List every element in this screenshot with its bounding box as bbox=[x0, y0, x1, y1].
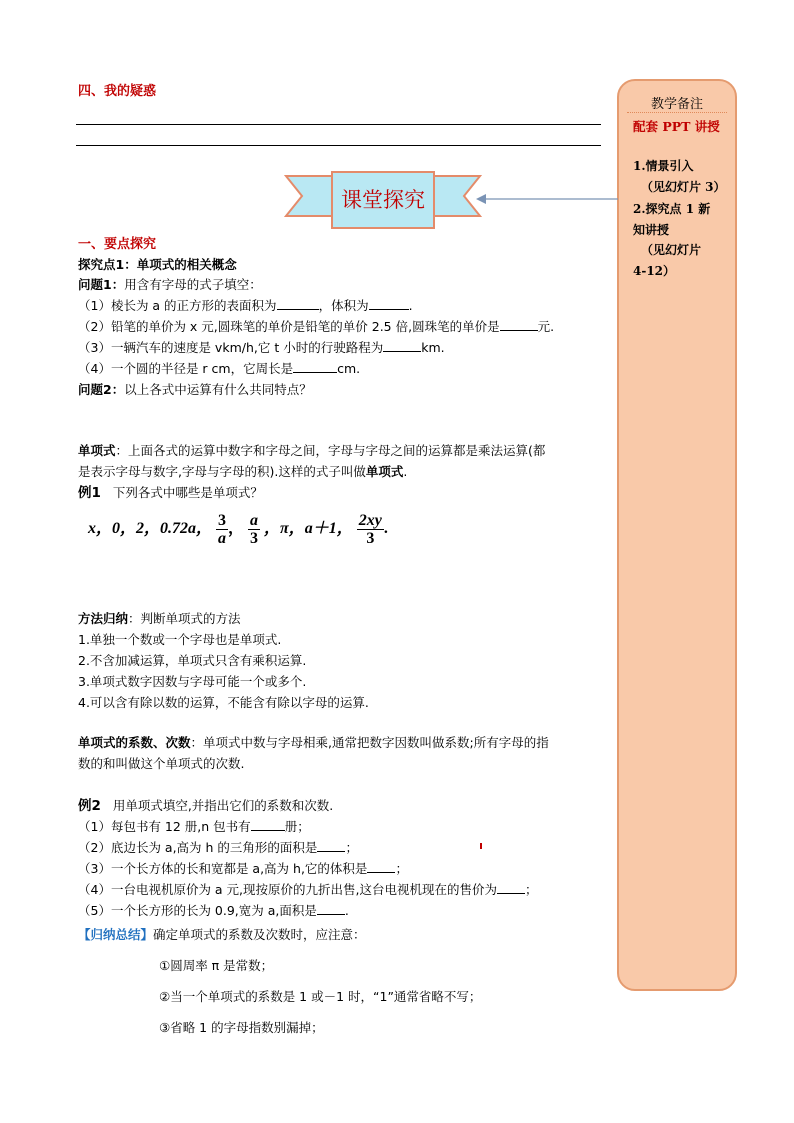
side-note-line: 2.探究点 1 新 bbox=[633, 202, 711, 216]
definition-text: 是表示字母与数字,字母与字母的积).这样的式子叫做 bbox=[78, 464, 366, 479]
ex2-item-5 bbox=[78, 902, 349, 919]
point1-title: 探究点1：单项式的相关概念 bbox=[78, 257, 237, 272]
example1 bbox=[78, 484, 263, 502]
coefficient-line-1 bbox=[78, 734, 549, 751]
q1-item-1 bbox=[78, 297, 413, 314]
example1-expressions: x，0，2，0.72a， $\frac{3}{a}$ ， $\frac{a}{3}$ ，π，a＋1， $\frac{2xy}{3}$ . bbox=[88, 512, 388, 547]
q1-item-text: . bbox=[408, 298, 413, 313]
definition-text: . bbox=[403, 464, 408, 479]
coefficient-label: 单项式的系数、次数 bbox=[78, 735, 191, 750]
red-mark bbox=[480, 843, 482, 849]
q1-item-4 bbox=[78, 360, 360, 377]
ex2-item-text: （1）每包书有 12 册,n 包书有 bbox=[78, 819, 251, 834]
q1-item-text: （3）一辆汽车的速度是 vkm/h,它 t 小时的行驶路程为 bbox=[78, 340, 384, 355]
example1-text: 下列各式中哪些是单项式？ bbox=[112, 485, 263, 500]
teaching-notes-panel bbox=[617, 79, 737, 991]
ex2-item-text: . bbox=[344, 903, 349, 918]
ex2-item-4 bbox=[78, 881, 538, 898]
q1-item-text: km. bbox=[421, 340, 445, 355]
method-text: ：判断单项式的方法 bbox=[128, 611, 241, 626]
answer-blank[interactable] bbox=[251, 818, 285, 831]
side-note-subtitle: 配套 PPT 讲授 bbox=[633, 119, 720, 134]
math-expr: ，π，a＋1， bbox=[264, 520, 353, 538]
ex2-item-text: 册； bbox=[284, 819, 310, 834]
method-item: 3.单项式数字因数与字母可能一个或多个. bbox=[78, 674, 307, 689]
method-item: 4.可以含有除以数的运算，不能含有除以字母的运算. bbox=[78, 695, 369, 710]
example1-label: 例1 bbox=[78, 485, 101, 501]
side-note-line: 1.情景引入 bbox=[633, 159, 694, 173]
ex2-item-text: （5）一个长方形的长为 0.9,宽为 a,面积是 bbox=[78, 903, 317, 918]
fraction-denominator: 3 bbox=[250, 530, 259, 547]
q1-item-text: ，体积为 bbox=[318, 298, 369, 313]
ex2-item-3 bbox=[78, 860, 408, 877]
definition-term: 单项式 bbox=[365, 464, 404, 479]
q1-item-text: （4）一个圆的半径是 r cm，它周长是 bbox=[78, 361, 294, 376]
q1-item-text: （2）铅笔的单价为 x 元,圆珠笔的单价是铅笔的单价 2.5 倍,圆珠笔的单价是 bbox=[78, 319, 500, 334]
note-item: ②当一个单项式的系数是 1 或－1 时，“1”通常省略不写； bbox=[159, 989, 482, 1004]
q1-item-2 bbox=[78, 318, 554, 335]
answer-line-1 bbox=[76, 124, 601, 125]
q1-item-text: 元. bbox=[537, 319, 555, 334]
summary-label: 【归纳总结】 bbox=[78, 927, 154, 942]
section4-title: 四、我的疑惑 bbox=[78, 84, 157, 99]
fraction-denominator: 3 bbox=[366, 530, 375, 547]
example2-label: 例2 bbox=[78, 798, 101, 814]
fraction-denominator: a bbox=[218, 530, 227, 547]
answer-blank[interactable] bbox=[293, 360, 337, 373]
question2-text: 以上各式中运算有什么共同特点？ bbox=[124, 382, 312, 397]
section1-title: 一、要点探究 bbox=[78, 237, 157, 252]
summary bbox=[78, 926, 366, 943]
coefficient-line-2: 数的和叫做这个单项式的次数. bbox=[78, 756, 245, 771]
method-item: 2.不含加减运算，单项式只含有乘积运算. bbox=[78, 653, 307, 668]
classroom-banner bbox=[284, 170, 482, 232]
side-note-line: 知讲授 bbox=[633, 223, 670, 237]
fraction-numerator: a bbox=[250, 512, 259, 529]
example2-text: 用单项式填空,并指出它们的系数和次数. bbox=[112, 798, 334, 813]
method-item: 1.单独一个数或一个字母也是单项式. bbox=[78, 632, 282, 647]
ex2-item-text: ； bbox=[395, 861, 408, 876]
example2 bbox=[78, 797, 333, 815]
q1-item-text: （1）棱长为 a 的正方形的表面积为 bbox=[78, 298, 277, 313]
summary-text: 确定单项式的系数及次数时，应注意： bbox=[153, 927, 366, 942]
answer-blank[interactable] bbox=[369, 297, 409, 310]
pointer-arrow-icon bbox=[476, 190, 622, 210]
side-note-title: 教学备注 bbox=[650, 97, 703, 112]
question2 bbox=[78, 381, 312, 398]
question1 bbox=[78, 276, 262, 293]
answer-blank[interactable] bbox=[367, 860, 395, 873]
q1-item-3 bbox=[78, 339, 445, 356]
definition-text: ：上面各式的运算中数字和字母之间，字母与字母之间的运算都是乘法运算(都 bbox=[115, 443, 546, 458]
side-note-line: （见幻灯片 bbox=[641, 243, 702, 257]
side-note-divider bbox=[627, 112, 727, 113]
answer-blank[interactable] bbox=[500, 318, 538, 331]
definition-line-1 bbox=[78, 442, 545, 459]
banner-title: 课堂探究 bbox=[341, 188, 425, 212]
answer-blank[interactable] bbox=[277, 297, 319, 310]
fraction-numerator: 2xy bbox=[358, 512, 382, 529]
question1-label: 问题1： bbox=[78, 277, 125, 292]
ex2-item-text: （3）一个长方体的长和宽都是 a,高为 h,它的体积是 bbox=[78, 861, 368, 876]
fraction bbox=[248, 512, 260, 547]
ex2-item-1 bbox=[78, 818, 310, 835]
definition-line-2 bbox=[78, 463, 407, 480]
ex2-item-text: ； bbox=[525, 882, 538, 897]
q1-item-text: cm. bbox=[337, 361, 361, 376]
answer-blank[interactable] bbox=[497, 881, 525, 894]
definition-label: 单项式 bbox=[78, 443, 116, 458]
math-expr: x，0，2，0.72a， bbox=[88, 520, 213, 538]
coefficient-text: ：单项式中数与字母相乘,通常把数字因数叫做系数;所有字母的指 bbox=[190, 735, 549, 750]
answer-line-2 bbox=[76, 145, 601, 146]
ex2-item-text: （4）一台电视机原价为 a 元,现按原价的九折出售,这台电视机现在的售价为 bbox=[78, 882, 498, 897]
ex2-item-text: （2）底边长为 a,高为 h 的三角形的面积是 bbox=[78, 840, 318, 855]
answer-blank[interactable] bbox=[317, 902, 345, 915]
ex2-item-text: ； bbox=[345, 840, 358, 855]
question1-text: 用含有字母的式子填空： bbox=[124, 277, 262, 292]
side-note-line: （见幻灯片 3） bbox=[641, 180, 726, 194]
note-item: ①圆周率 π 是常数； bbox=[159, 958, 274, 973]
note-item: ③省略 1 的字母指数别漏掉； bbox=[159, 1020, 324, 1035]
side-note-line: 4-12） bbox=[633, 264, 676, 278]
method-title bbox=[78, 610, 241, 627]
answer-blank[interactable] bbox=[317, 839, 345, 852]
answer-blank[interactable] bbox=[383, 339, 421, 352]
fraction bbox=[357, 512, 384, 547]
fraction bbox=[216, 512, 228, 547]
fraction-numerator: 3 bbox=[218, 512, 227, 529]
method-label: 方法归纳 bbox=[78, 611, 129, 626]
question2-label: 问题2： bbox=[78, 382, 125, 397]
ex2-item-2 bbox=[78, 839, 358, 856]
